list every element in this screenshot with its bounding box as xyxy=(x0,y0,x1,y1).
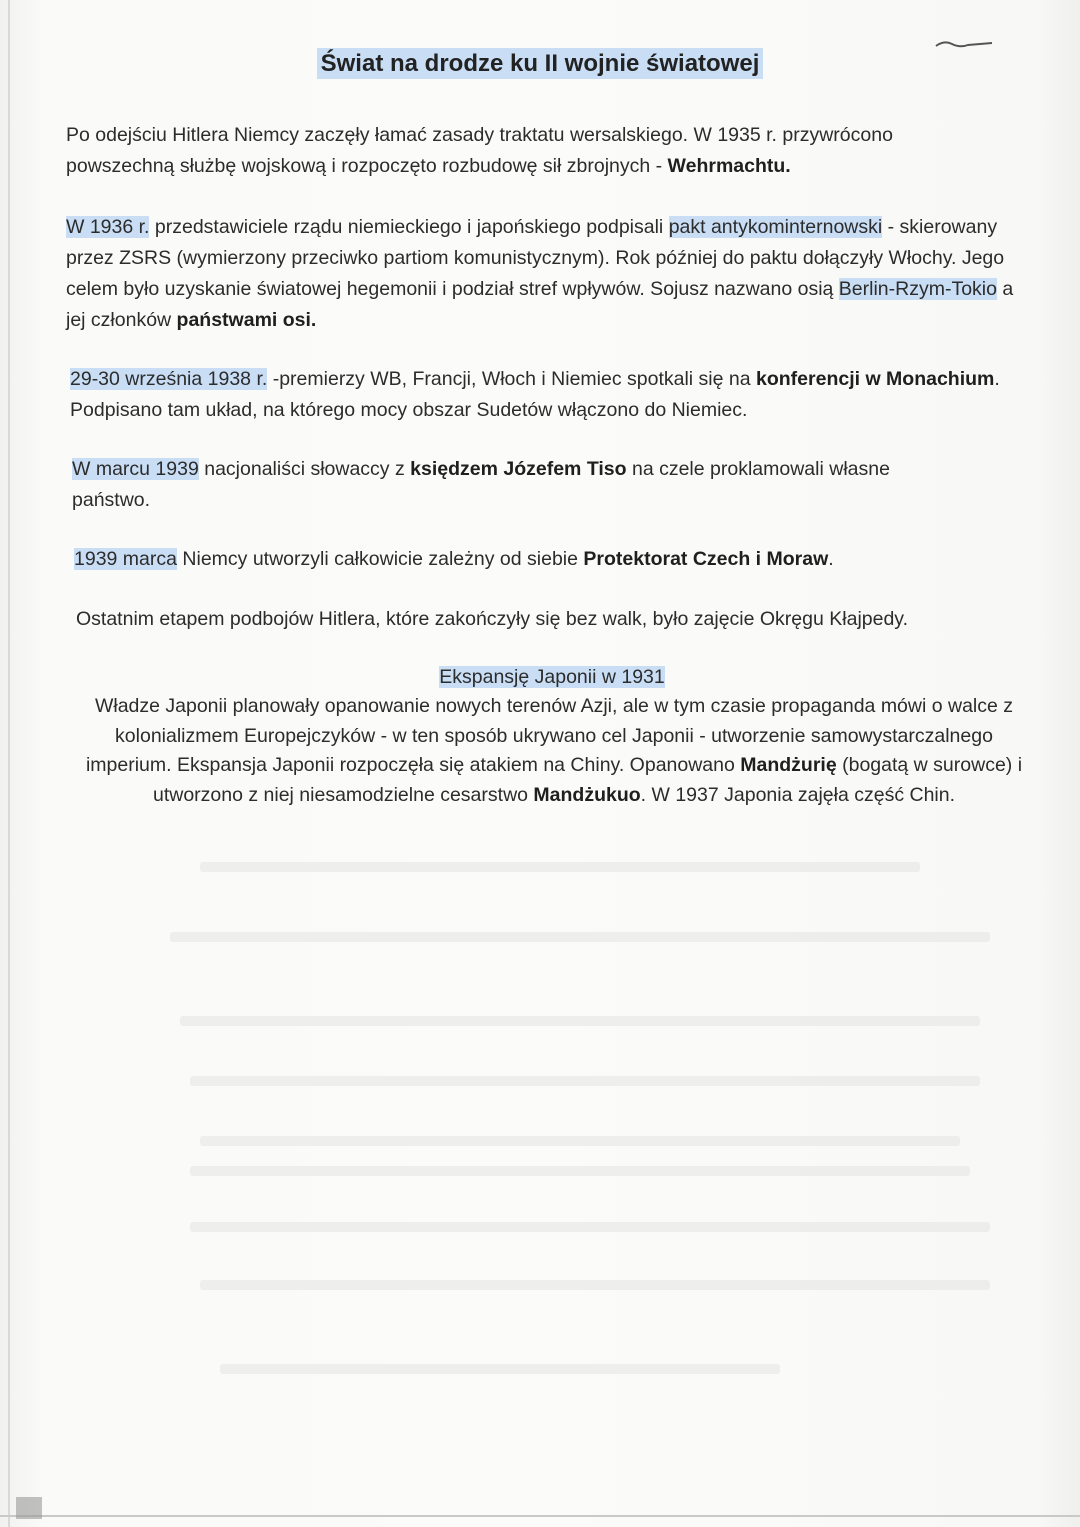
bold-term: księdzem Józefem Tiso xyxy=(410,458,627,480)
bold-term: Wehrmachtu. xyxy=(667,155,791,177)
highlight-date: 1939 marca xyxy=(74,548,177,570)
scan-corner-mark xyxy=(16,1497,42,1519)
paragraph-text: . W 1937 Japonia zajęła część Chin. xyxy=(640,783,956,806)
bleed-through-line xyxy=(180,1016,980,1026)
bleed-through-line xyxy=(200,862,920,872)
paragraph-klaipeda xyxy=(76,604,1036,635)
section-heading-japan xyxy=(0,662,1080,693)
paragraph-anti-comintern xyxy=(66,212,1036,336)
bleed-through-line xyxy=(190,1222,990,1232)
page-left-edge xyxy=(8,0,10,1527)
highlight-term: pakt antykominternowski xyxy=(668,216,883,238)
highlight-date: W marcu 1939 xyxy=(72,458,199,480)
page-bottom-edge xyxy=(0,1515,1080,1517)
paragraph-text: na czele proklamowali własne państwo. xyxy=(72,458,890,511)
bleed-through-line xyxy=(200,1136,960,1146)
paragraph-text: przedstawiciele rządu niemieckiego i japońskiego podpisali xyxy=(149,216,669,238)
bold-term: Mandżukuo xyxy=(533,783,641,806)
bleed-through-line xyxy=(200,1280,990,1290)
paragraph-text: - skierowany przez ZSRS (wymierzony przeciwko partiom komunistycznym). Rok później do paktu dołączyły Włochy. Jego celem było uzyskanie światowej hegemonii i podział stref wpływów. Sojusz nazwano osią xyxy=(66,216,1005,300)
highlight-heading: Ekspansję Japonii w 1931 xyxy=(439,666,665,688)
highlight-term: Berlin-Rzym-Tokio xyxy=(838,278,997,300)
bleed-through-line xyxy=(190,1076,980,1086)
highlight-date: 29-30 września 1938 r. xyxy=(70,368,268,390)
paragraph-text: (bogatą w surowce) i utworzono z niej niesamodzielne cesarstwo xyxy=(152,754,1023,806)
bleed-through-line xyxy=(220,1364,780,1374)
paragraph-text: -premierzy WB, Francji, Włoch i Niemiec spotkali się na xyxy=(267,368,756,390)
paragraph-text: Ostatnim etapem podbojów Hitlera, które zakończyły się bez walk, było zajęcie Okręgu Kłajpedy. xyxy=(76,608,909,630)
paragraph-protectorate xyxy=(74,544,1014,575)
bleed-through-line xyxy=(170,932,990,942)
bold-term: Mandżurię xyxy=(740,754,837,776)
bleed-through-line xyxy=(190,1166,970,1176)
paragraph-text: . xyxy=(828,548,834,570)
paragraph-text: Po odejściu Hitlera Niemcy zaczęły łamać zasady traktatu wersalskiego. W 1935 r. przywrócono powszechną służbę wojskową i rozpoczęto rozbudowę sił zbrojnych - xyxy=(66,124,893,177)
pen-scribble-mark xyxy=(934,38,994,50)
bold-term: Protektorat Czech i Moraw xyxy=(583,548,829,570)
paragraph-japan-expansion xyxy=(84,692,1024,810)
paragraph-versailles xyxy=(66,120,1006,182)
page-title xyxy=(0,50,1080,78)
bold-term: konferencji w Monachium xyxy=(756,368,995,390)
highlight-date: W 1936 r. xyxy=(66,216,150,238)
paragraph-text: nacjonaliści słowaccy z xyxy=(198,458,411,480)
page-title-text: Świat na drodze ku II wojnie światowej xyxy=(317,48,764,79)
paragraph-text: Władze Japonii planowały opanowanie nowych terenów Azji, ale w tym czasie propaganda mówi o walce z kolonializmem Europejczyków - w ten sposób ukrywano cel Japonii - utworzenie samowystarczalnego imperium. Ekspansja Japonii rozpoczęła się atakiem na Chiny. Opanowano xyxy=(85,695,1014,776)
bold-term: państwami osi. xyxy=(176,309,317,331)
paragraph-text: a jej członków xyxy=(66,278,1014,331)
paragraph-munich xyxy=(70,364,1010,426)
paragraph-slovakia xyxy=(72,454,972,516)
paragraph-text: . Podpisano tam układ, na którego mocy obszar Sudetów włączono do Niemiec. xyxy=(70,368,1000,421)
paragraph-text: Niemcy utworzyli całkowicie zależny od siebie xyxy=(176,548,584,570)
